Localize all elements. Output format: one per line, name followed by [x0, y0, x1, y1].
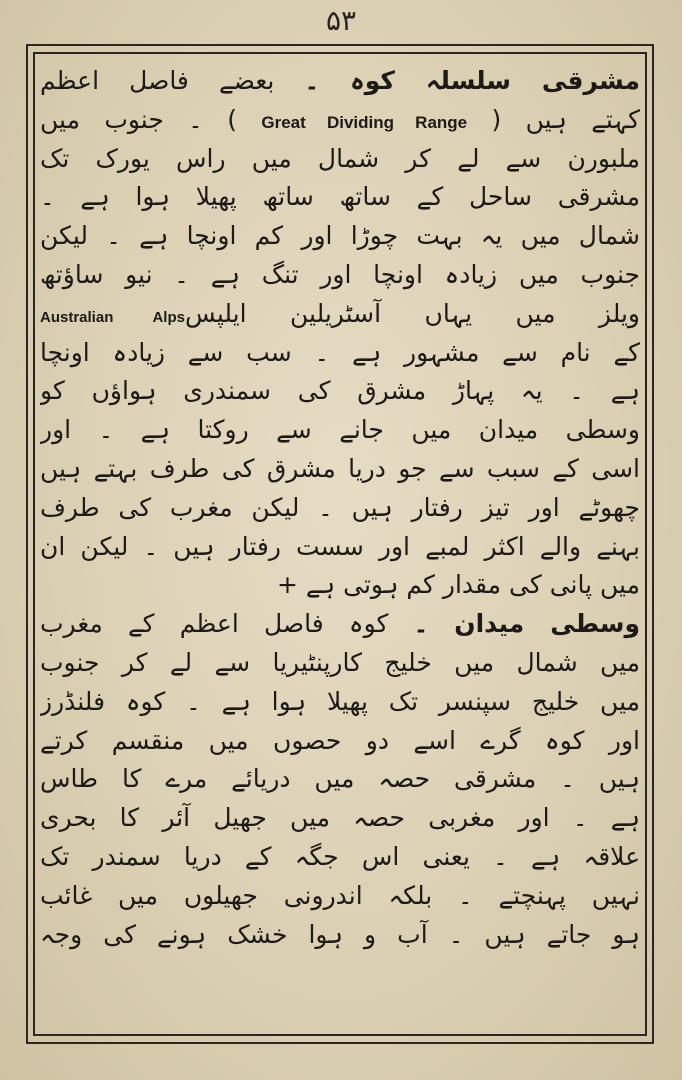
page-number: ۵۳ — [325, 4, 357, 37]
text-segment: ) — [227, 104, 262, 134]
text-segment: بہنے والے اکثر لمبے اور سست رفتار ہیں ۔ لیکن ان — [40, 531, 640, 561]
text-segment: کوہ فاصل اعظم کے مغرب — [40, 609, 414, 639]
text-segment: ویلز میں یہاں آسٹریلین ایلپس — [184, 298, 640, 328]
text-line — [40, 140, 640, 179]
text-segment: میں شمال میں خلیج کارپنٹیریا سے لے کر جنوب — [40, 647, 640, 677]
text-line — [40, 722, 640, 761]
text-segment: ( — [467, 104, 502, 134]
text-line — [40, 528, 640, 567]
text-line — [40, 101, 640, 140]
text-segment: ملبورن سے لے کر شمال میں راس یورک تک — [40, 143, 640, 173]
text-line — [40, 178, 640, 217]
text-segment: ہو جاتے ہیں ۔ آب و ہوا خشک ہونے کی وجہ — [40, 919, 640, 949]
section-heading: وسطی میدان ۔ — [413, 609, 640, 639]
text-line — [40, 838, 640, 877]
text-segment: وسطی میدان میں جانے سے روکتا ہے ۔ اور — [40, 415, 640, 445]
text-segment: بعضے فاصل اعظم — [40, 66, 305, 95]
text-line — [40, 372, 640, 411]
section-heading: مشرقی سلسلہ کوہ ۔ — [304, 66, 640, 95]
text-line — [40, 62, 640, 101]
text-line — [40, 217, 640, 256]
text-line — [40, 256, 640, 295]
english-term: Great Dividing Range — [261, 112, 468, 132]
text-segment: مشرقی ساحل کے ساتھ ساتھ پھیلا ہوا ہے ۔ — [40, 182, 640, 212]
text-segment: شمال میں یہ بہت چوڑا اور کم اونچا ہے ۔ لیکن — [40, 221, 640, 251]
text-line — [40, 566, 640, 605]
text-line — [40, 877, 640, 916]
text-segment: ہیں ۔ مشرقی حصہ میں دریائے مرے کا طاس — [40, 764, 640, 794]
text-line — [40, 411, 640, 450]
text-segment: کہتے ہیں — [501, 104, 640, 134]
text-line — [40, 683, 640, 722]
text-segment: میں پانی کی مقدار کم ہوتی ہے + — [276, 570, 640, 600]
text-line — [40, 916, 640, 955]
text-line — [40, 799, 640, 838]
text-segment: چھوٹے اور تیز رفتار ہیں ۔ لیکن مغرب کی طرف — [40, 492, 640, 522]
text-line — [40, 450, 640, 489]
text-segment: نہیں پہنچتے ۔ بلکہ اندرونی جھیلوں میں غائب — [40, 880, 640, 910]
text-segment: میں خلیج سپنسر تک پھیلا ہوا ہے ۔ کوہ فلنڈرز — [40, 686, 640, 716]
text-segment: ہے ۔ اور مغربی حصہ میں جھیل آئر کا بحری — [40, 803, 640, 833]
english-term: Australian Alps — [40, 308, 185, 326]
text-line — [40, 644, 640, 683]
text-line — [40, 295, 640, 334]
text-segment: اور کوہ گرے اسے دو حصوں میں منقسم کرتے — [40, 725, 640, 755]
body-text — [40, 62, 640, 954]
text-line — [40, 489, 640, 528]
text-segment: اسی کے سبب سے جو دریا مشرق کی طرف بہتے ہیں — [40, 453, 640, 483]
text-line — [40, 605, 640, 644]
text-segment: کے نام سے مشہور ہے ۔ سب سے زیادہ اونچا — [40, 337, 640, 367]
text-line — [40, 760, 640, 799]
text-segment: علاقہ ہے ۔ یعنی اس جگہ کے دریا سمندر تک — [40, 841, 640, 871]
text-segment: ۔ جنوب میں — [40, 104, 228, 134]
text-line — [40, 334, 640, 373]
text-segment: جنوب میں زیادہ اونچا اور تنگ ہے ۔ نیو ساؤتھ — [40, 259, 640, 289]
text-segment: ہے ۔ یہ پہاڑ مشرق کی سمندری ہواؤں کو — [40, 376, 640, 406]
